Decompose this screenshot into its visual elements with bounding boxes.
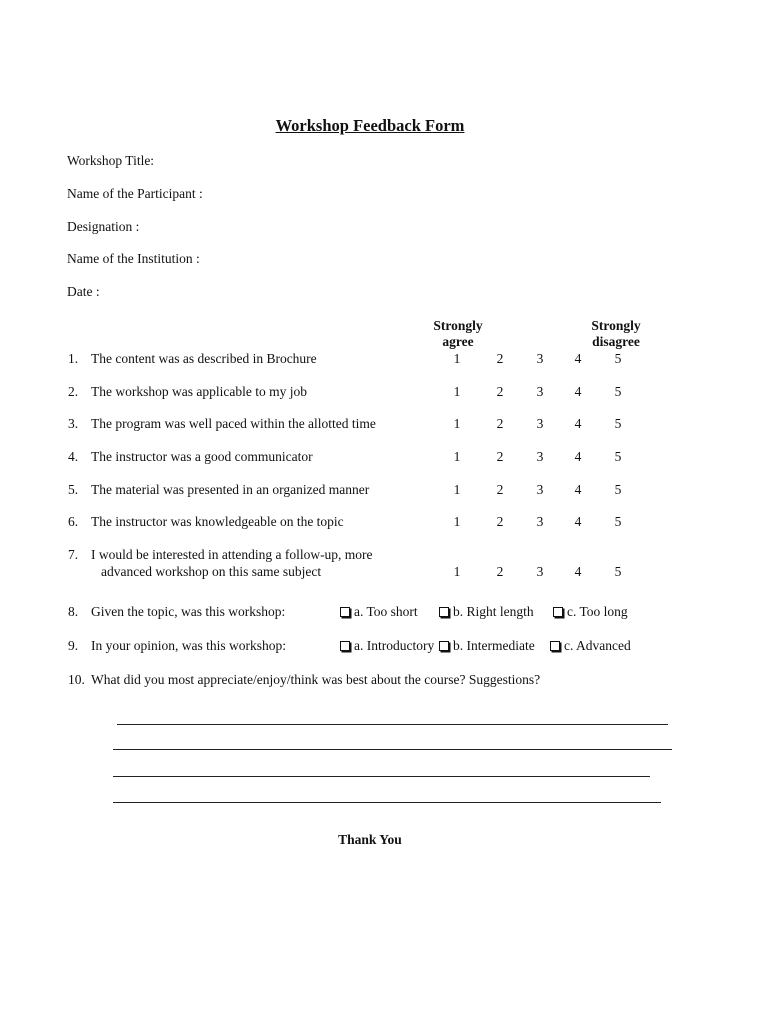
question-number: 7.: [68, 547, 79, 562]
option-label: a. Introductory: [354, 638, 435, 653]
option-label: a. Too short: [354, 604, 418, 619]
field-workshop-title: Workshop Title:: [67, 153, 155, 168]
rating-3[interactable]: 3: [536, 351, 544, 366]
rating-1[interactable]: 1: [453, 514, 461, 529]
question-number: 2.: [68, 384, 79, 399]
rating-2[interactable]: 2: [496, 384, 504, 399]
option-advanced[interactable]: [550, 638, 631, 654]
rating-5[interactable]: 5: [614, 351, 622, 366]
field-participant-name: Name of the Participant :: [67, 186, 203, 201]
question-number: 9.: [68, 638, 79, 653]
checkbox-icon[interactable]: [439, 641, 449, 651]
rating-3[interactable]: 3: [536, 449, 544, 464]
rating-1[interactable]: 1: [453, 384, 461, 399]
field-date: Date :: [67, 284, 100, 299]
question-text: The program was well paced within the allotted time: [91, 416, 376, 431]
option-label: b. Intermediate: [453, 638, 535, 653]
question-number: 3.: [68, 416, 79, 431]
rating-5[interactable]: 5: [614, 514, 622, 529]
field-institution: Name of the Institution :: [67, 251, 200, 266]
question-text: I would be interested in attending a follow-up, more: [91, 547, 373, 562]
option-too-short[interactable]: [340, 604, 418, 620]
rating-4[interactable]: 4: [574, 351, 582, 366]
question-text: Given the topic, was this workshop:: [91, 604, 286, 619]
rating-5[interactable]: 5: [614, 482, 622, 497]
question-text: The content was as described in Brochure: [91, 351, 317, 366]
checkbox-icon[interactable]: [439, 607, 449, 617]
option-label: b. Right length: [453, 604, 534, 619]
option-too-long[interactable]: [553, 604, 628, 620]
question-text: In your opinion, was this workshop:: [91, 638, 286, 653]
rating-4[interactable]: 4: [574, 514, 582, 529]
rating-3[interactable]: 3: [536, 416, 544, 431]
rating-2[interactable]: 2: [496, 482, 504, 497]
scale-right-label: Strongly disagree: [591, 318, 641, 349]
option-label: c. Too long: [567, 604, 628, 619]
answer-line[interactable]: [113, 802, 661, 803]
rating-2[interactable]: 2: [496, 351, 504, 366]
form-title: Workshop Feedback Form: [275, 116, 465, 135]
answer-line[interactable]: [113, 776, 650, 777]
rating-1[interactable]: 1: [453, 416, 461, 431]
rating-5[interactable]: 5: [614, 449, 622, 464]
field-designation: Designation :: [67, 219, 140, 234]
option-intermediate[interactable]: [439, 638, 535, 654]
rating-1[interactable]: 1: [453, 449, 461, 464]
option-introductory[interactable]: [340, 638, 434, 654]
checkbox-icon[interactable]: [550, 641, 560, 651]
rating-2[interactable]: 2: [496, 514, 504, 529]
option-label: c. Advanced: [564, 638, 631, 653]
question-number: 10.: [68, 672, 85, 687]
question-number: 4.: [68, 449, 79, 464]
rating-1[interactable]: 1: [453, 351, 461, 366]
question-text: The instructor was a good communicator: [91, 449, 313, 464]
question-number: 5.: [68, 482, 79, 497]
rating-2[interactable]: 2: [496, 564, 504, 579]
rating-3[interactable]: 3: [536, 564, 544, 579]
question-number: 1.: [68, 351, 79, 366]
checkbox-icon[interactable]: [553, 607, 563, 617]
rating-3[interactable]: 3: [536, 384, 544, 399]
rating-1[interactable]: 1: [453, 482, 461, 497]
option-right-length[interactable]: [439, 604, 534, 620]
rating-5[interactable]: 5: [614, 416, 622, 431]
answer-line[interactable]: [117, 724, 668, 725]
rating-3[interactable]: 3: [536, 514, 544, 529]
closing-text: Thank You: [338, 832, 402, 847]
rating-4[interactable]: 4: [574, 482, 582, 497]
rating-4[interactable]: 4: [574, 384, 582, 399]
rating-5[interactable]: 5: [614, 564, 622, 579]
checkbox-icon[interactable]: [340, 607, 350, 617]
question-text: What did you most appreciate/enjoy/think was best about the course? Suggestions?: [91, 672, 541, 687]
rating-2[interactable]: 2: [496, 449, 504, 464]
question-text: The workshop was applicable to my job: [91, 384, 307, 399]
question-text-continued: advanced workshop on this same subject: [101, 564, 322, 579]
rating-1[interactable]: 1: [453, 564, 461, 579]
rating-4[interactable]: 4: [574, 449, 582, 464]
scale-left-label: Strongly agree: [433, 318, 483, 349]
rating-5[interactable]: 5: [614, 384, 622, 399]
rating-2[interactable]: 2: [496, 416, 504, 431]
answer-line[interactable]: [113, 749, 672, 750]
rating-4[interactable]: 4: [574, 564, 582, 579]
question-number: 6.: [68, 514, 79, 529]
rating-3[interactable]: 3: [536, 482, 544, 497]
question-text: The material was presented in an organized manner: [91, 482, 370, 497]
rating-4[interactable]: 4: [574, 416, 582, 431]
checkbox-icon[interactable]: [340, 641, 350, 651]
question-text: The instructor was knowledgeable on the topic: [91, 514, 344, 529]
question-number: 8.: [68, 604, 79, 619]
